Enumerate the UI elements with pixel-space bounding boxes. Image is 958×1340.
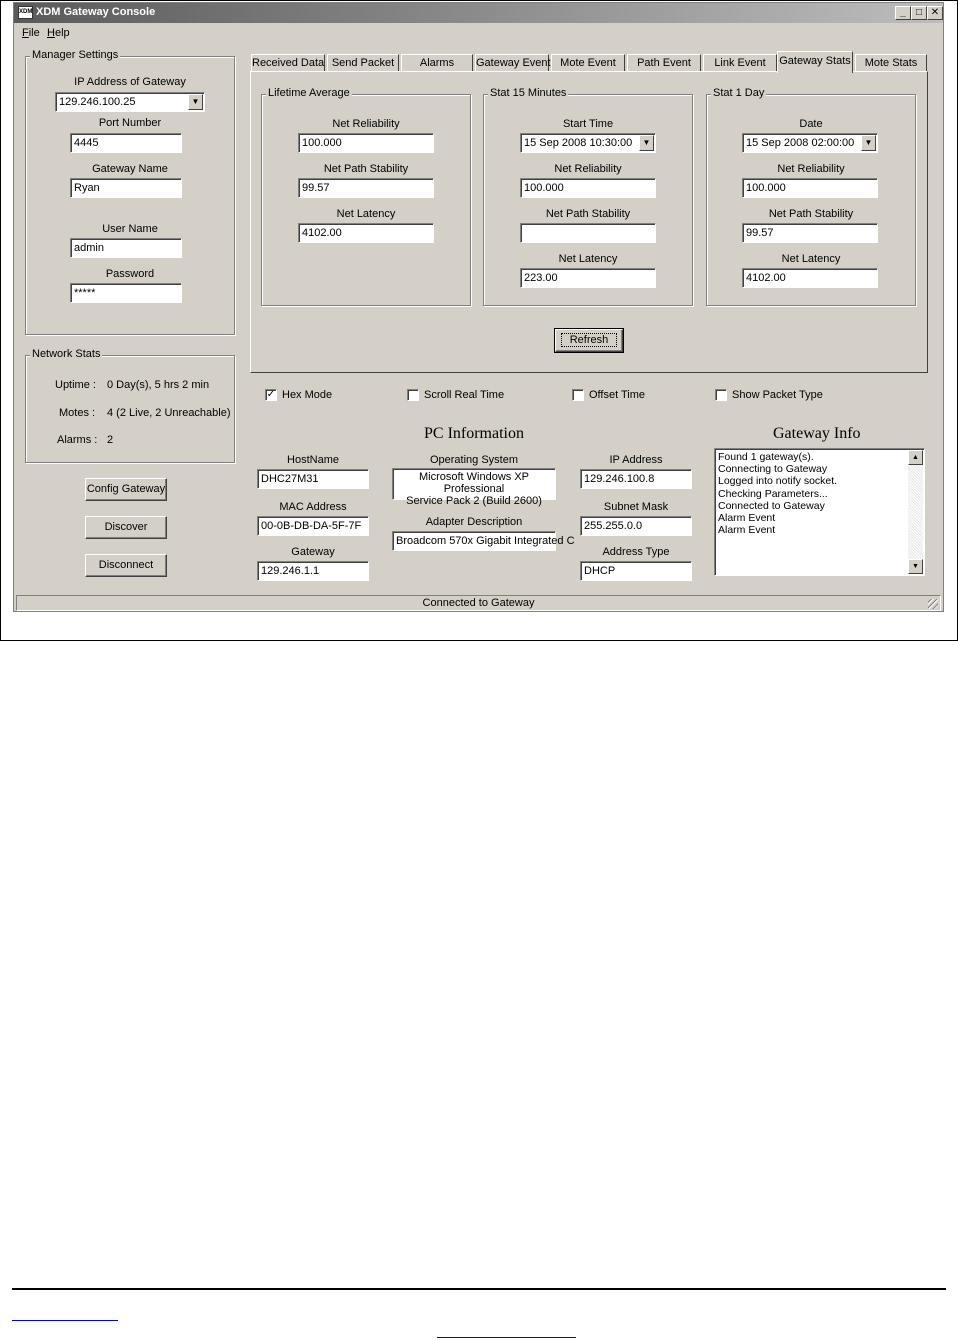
hex-mode-label: Hex Mode [282, 389, 333, 401]
uptime-value: 0 Day(s), 5 hrs 2 min [107, 379, 210, 391]
title-bar [14, 3, 943, 23]
chevron-down-icon[interactable]: ▼ [861, 135, 876, 151]
stat15-latency-label: Net Latency [558, 253, 618, 265]
log-line: Found 1 gateway(s). [718, 451, 814, 463]
chevron-down-icon[interactable]: ▼ [188, 94, 203, 110]
log-line: Alarm Event [718, 512, 776, 525]
stat1day-reliability-label: Net Reliability [777, 163, 845, 175]
subnet-mask-field[interactable]: 255.255.0.0 [580, 516, 692, 536]
lifetime-reliability-label: Net Reliability [332, 118, 400, 130]
tab-gateway-stats[interactable]: Gateway Stats [777, 51, 853, 73]
os-line-2: Service Pack 2 (Build 2600) [406, 495, 542, 507]
password-label: Password [105, 268, 155, 280]
checkbox-box[interactable] [572, 389, 584, 401]
address-type-label: Address Type [602, 546, 670, 558]
alarms-value: 2 [107, 434, 114, 446]
log-line: Logged into notify socket. [718, 475, 838, 488]
lifetime-latency-label: Net Latency [336, 208, 396, 220]
lifetime-stability-field[interactable]: 99.57 [298, 178, 434, 198]
app-window [13, 2, 944, 612]
stat15-start-combo[interactable]: 15 Sep 2008 10:30:00 ▼ [520, 133, 656, 153]
log-line: Checking Parameters... [718, 487, 828, 500]
check-mark-icon[interactable]: ✓ [266, 389, 276, 400]
log-lines [718, 451, 837, 536]
checkbox-box[interactable] [407, 389, 419, 401]
hostname-label: HostName [287, 454, 339, 466]
tab-gateway-event[interactable]: Gateway Event [475, 54, 549, 72]
tab-mote-event[interactable]: Mote Event [551, 54, 625, 72]
close-button[interactable]: ✕ [927, 6, 943, 20]
footer-link-underline[interactable] [437, 1337, 576, 1338]
gateway-info-heading: Gateway Info [773, 425, 861, 442]
user-name-label: User Name [102, 223, 158, 235]
show-packet-type-label: Show Packet Type [732, 389, 823, 401]
ip-address-combo[interactable]: 129.246.100.25 ▼ [55, 92, 205, 112]
adapter-description-field[interactable]: Broadcom 570x Gigabit Integrated C [392, 531, 556, 551]
lifetime-latency-field[interactable]: 4102.00 [298, 223, 434, 243]
log-line: Alarm Event [718, 524, 776, 537]
address-type-field[interactable]: DHCP [580, 561, 692, 581]
maximize-button[interactable]: □ [911, 6, 927, 20]
stat1day-date-combo[interactable]: 15 Sep 2008 02:00:00 ▼ [742, 133, 878, 153]
scroll-real-time-label: Scroll Real Time [424, 389, 505, 401]
operating-system-field[interactable] [392, 468, 556, 507]
tab-received-data[interactable]: Received Data [251, 54, 325, 72]
stat15-stability-field[interactable] [520, 223, 656, 243]
status-bar [16, 595, 941, 611]
resize-grip-icon[interactable] [928, 599, 938, 609]
stat1day-latency-field[interactable]: 4102.00 [742, 268, 878, 288]
gateway-label: Gateway [291, 546, 335, 558]
user-name-input[interactable]: admin [70, 238, 182, 258]
chevron-down-icon[interactable]: ▼ [639, 135, 654, 151]
ip-address-pc-label: IP Address [609, 454, 663, 466]
stat-1-day-title: Stat 1 Day [713, 87, 765, 99]
gateway-name-input[interactable]: Ryan [70, 178, 182, 198]
uptime-label: Uptime : [55, 379, 96, 391]
gateway-name-label: Gateway Name [92, 163, 168, 175]
scroll-up-icon[interactable]: ▲ [908, 450, 923, 465]
subnet-mask-label: Subnet Mask [603, 501, 669, 513]
offset-time-label: Offset Time [589, 389, 646, 401]
tab-alarms[interactable]: Alarms [401, 54, 473, 72]
stat15-stability-label: Net Path Stability [545, 208, 631, 220]
mac-address-field[interactable]: 00-0B-DB-DA-5F-7F [257, 516, 369, 536]
window-title: XDM Gateway Console [36, 6, 156, 18]
alarms-label: Alarms : [57, 434, 98, 446]
menu-help[interactable]: Help [47, 27, 70, 39]
menu-bar [14, 24, 943, 42]
log-line: Connected to Gateway [718, 499, 825, 512]
pc-information-heading: PC Information [424, 425, 524, 442]
tab-link-event[interactable]: Link Event [703, 54, 777, 72]
config-gateway-button[interactable]: Config Gateway [85, 478, 167, 501]
motes-value: 4 (2 Live, 2 Unreachable) [107, 407, 231, 419]
stat1day-stability-label: Net Path Stability [768, 208, 854, 220]
mac-address-label: MAC Address [279, 501, 347, 513]
port-number-label: Port Number [98, 117, 162, 129]
stat-15-minutes-title: Stat 15 Minutes [490, 87, 567, 99]
stat1day-reliability-field[interactable]: 100.000 [742, 178, 878, 198]
status-text: Connected to Gateway [422, 597, 535, 609]
stat15-latency-field[interactable]: 223.00 [520, 268, 656, 288]
tab-send-packet[interactable]: Send Packet [327, 54, 399, 72]
gateway-field[interactable]: 129.246.1.1 [257, 561, 369, 581]
password-input[interactable]: ***** [70, 283, 182, 303]
ip-address-label: IP Address of Gateway [74, 76, 186, 88]
lifetime-reliability-field[interactable]: 100.000 [298, 133, 434, 153]
gateway-info-log[interactable] [714, 448, 925, 576]
adapter-description-label: Adapter Description [425, 516, 523, 528]
stat15-start-label: Start Time [562, 118, 614, 130]
refresh-button[interactable]: Refresh [555, 329, 623, 352]
network-stats-title: Network Stats [32, 348, 101, 360]
ip-address-pc-field[interactable]: 129.246.100.8 [580, 469, 692, 489]
tab-path-event[interactable]: Path Event [627, 54, 701, 72]
stat1day-date-label: Date [799, 118, 823, 130]
log-scrollbar[interactable] [908, 450, 923, 574]
manager-settings-title: Manager Settings [32, 49, 119, 61]
menu-file[interactable]: File [22, 27, 40, 39]
log-line: Connecting to Gateway [718, 463, 828, 476]
minimize-button[interactable]: _ [895, 6, 911, 20]
stat15-reliability-field[interactable]: 100.000 [520, 178, 656, 198]
operating-system-label: Operating System [429, 454, 519, 466]
footer-rule [12, 1288, 946, 1290]
motes-label: Motes : [59, 407, 96, 419]
os-line-1: Microsoft Windows XP Professional [418, 471, 530, 495]
stat1day-stability-field[interactable]: 99.57 [742, 223, 878, 243]
disconnect-button[interactable]: Disconnect [85, 554, 167, 577]
hostname-field[interactable]: DHC27M31 [257, 469, 369, 489]
stat15-reliability-label: Net Reliability [554, 163, 622, 175]
port-number-input[interactable]: 4445 [70, 133, 182, 153]
lifetime-stability-label: Net Path Stability [323, 163, 409, 175]
lifetime-average-title: Lifetime Average [268, 87, 350, 99]
scroll-down-icon[interactable]: ▼ [908, 559, 923, 574]
gateway-stats-panel [250, 71, 928, 373]
app-icon: XDM [18, 6, 33, 19]
checkbox-box[interactable] [715, 389, 727, 401]
tab-mote-stats[interactable]: Mote Stats [855, 54, 927, 72]
stat1day-latency-label: Net Latency [781, 253, 841, 265]
footer-link-underline[interactable] [12, 1320, 118, 1321]
discover-button[interactable]: Discover [85, 516, 167, 539]
